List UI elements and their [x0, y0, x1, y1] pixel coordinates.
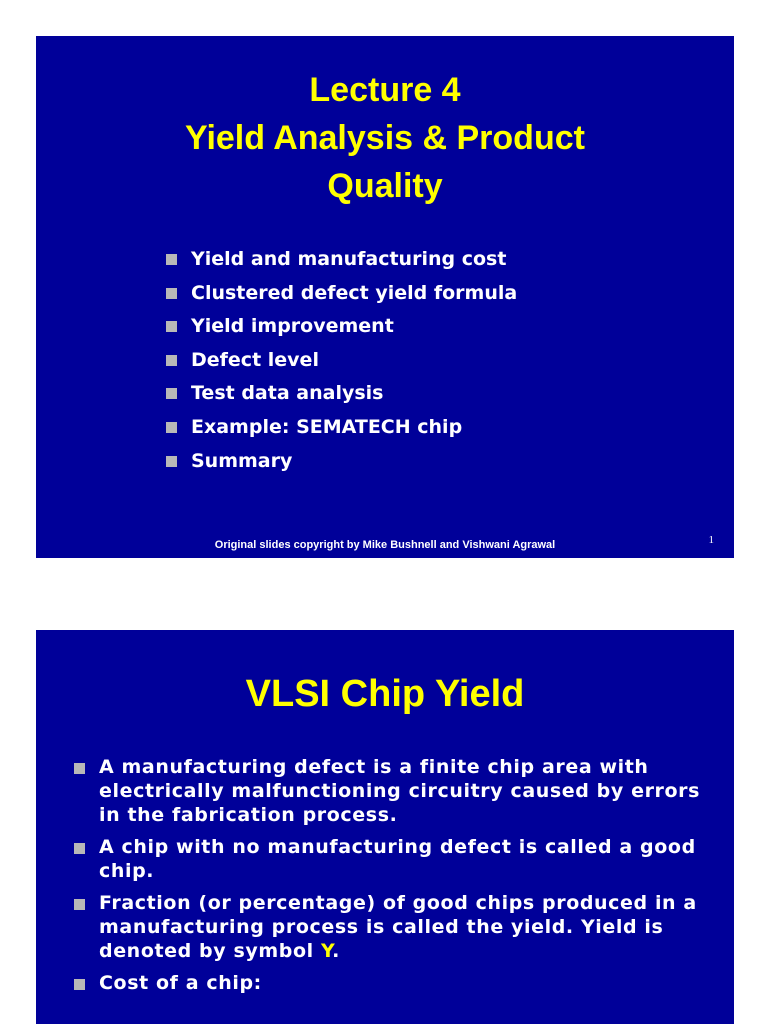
list-item: [74, 835, 714, 883]
bullet-square-icon: [74, 899, 85, 910]
list-item-text: A chip with no manufacturing defect is called a good chip.: [99, 836, 696, 882]
list-item: [166, 313, 517, 347]
list-item: [74, 755, 714, 827]
bullet-square-icon: [166, 321, 177, 332]
slide-title-line-1: Lecture 4: [309, 71, 461, 109]
list-item-text: Clustered defect yield formula: [191, 281, 518, 304]
list-item-text: Yield improvement: [191, 315, 394, 338]
list-item-text-wrap: [99, 891, 714, 963]
topic-list: [166, 246, 517, 481]
definition-list: [74, 755, 714, 1003]
list-item-text: Yield and manufacturing cost: [191, 248, 507, 270]
page-number: 1: [708, 534, 714, 546]
bullet-square-icon: [74, 979, 85, 990]
bullet-square-icon: [74, 763, 85, 774]
copyright-footer: Original slides copyright by Mike Bushnell and Vishwani Agrawal: [214, 539, 556, 551]
bullet-square-icon: [74, 843, 85, 854]
bullet-square-icon: [166, 388, 177, 399]
bullet-square-icon: [166, 355, 177, 366]
yield-symbol: Y: [320, 940, 333, 962]
list-item: [166, 448, 517, 482]
list-item: [74, 891, 714, 963]
bullet-square-icon: [166, 422, 177, 433]
list-item: [74, 971, 714, 995]
bullet-square-icon: [166, 288, 177, 299]
slide-2: [36, 630, 734, 1024]
slide-title-line-2: Yield Analysis & Product: [185, 119, 585, 157]
list-item-text: Fraction (or percentage) of good chips produced in a manufacturing process is called the yield. Yield is denoted by symbol: [99, 892, 697, 962]
bullet-square-icon: [166, 456, 177, 467]
list-item-text-end: .: [332, 940, 340, 962]
bullet-square-icon: [166, 254, 177, 265]
slide-title-line-3: Quality: [327, 167, 443, 205]
slide-title: VLSI Chip Yield: [245, 673, 525, 715]
list-item-text: A manufacturing defect is a finite chip area with electrically malfunctioning circuitry caused by errors in the fabrication process.: [99, 756, 701, 826]
list-item-text: Summary: [191, 449, 293, 472]
list-item-text: Defect level: [191, 348, 319, 371]
list-item-text: Cost of a chip:: [99, 972, 262, 994]
list-item: [166, 414, 517, 448]
list-item-text: Test data analysis: [191, 382, 384, 405]
list-item: [166, 380, 517, 414]
list-item: [166, 347, 517, 381]
list-item-text: Example: SEMATECH chip: [191, 415, 463, 438]
list-item: [166, 246, 517, 280]
slide-1: [36, 36, 734, 558]
list-item: [166, 280, 517, 314]
